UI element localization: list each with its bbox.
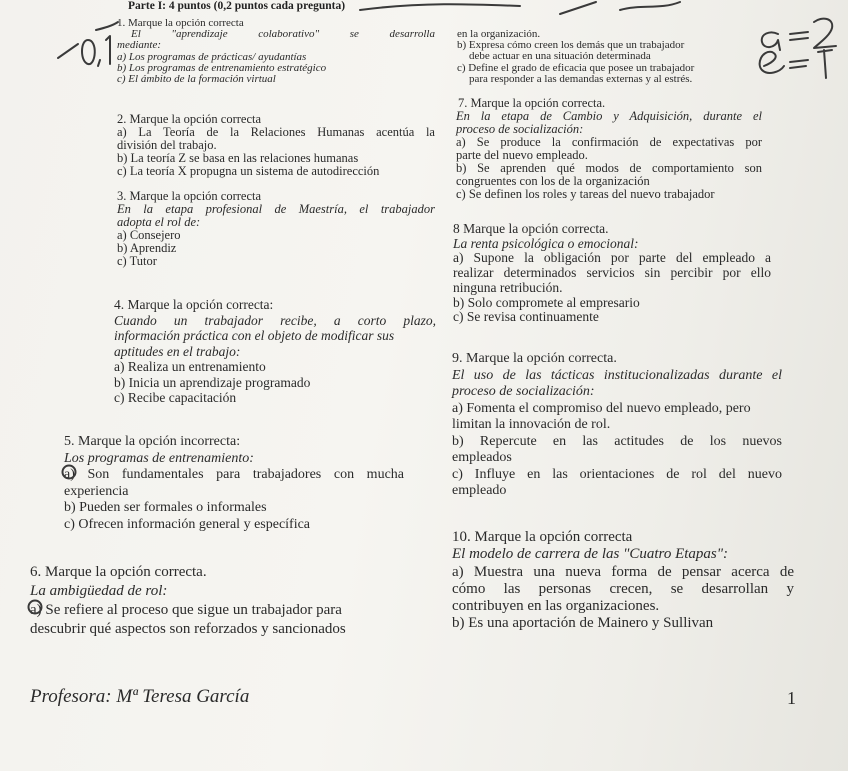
question-6-stem: La ambigüedad de rol: [30,583,168,599]
question-10-option-a: a) Muestra una nueva forma de pensar acerca de [452,563,794,580]
question-1-cont-option-b: b) Expresa cómo creen los demás que un trabajador [457,39,685,52]
question-7-option-b: b) Se aprenden qué modos de comportamiento son [456,161,762,175]
question-1-continued [457,29,747,85]
question-8-option-a: a) Supone la obligación por parte del empleado a [453,250,771,266]
question-9-option-a-2: limitan la innovación de rol. [452,417,611,432]
question-5-option-b: b) Pueden ser formales o informales [64,500,267,515]
question-10-title: 10. Marque la opción correcta [452,529,633,545]
question-10-option-a-2: cómo las personas crecen, se desarrollan y [452,580,794,597]
question-1 [117,18,435,85]
question-1-stem-2: mediante: [117,39,161,52]
question-7-option-c: c) Se definen los roles y tareas del nuevo trabajador [456,187,715,201]
question-9-stem: El uso de las tácticas institucionalizadas durante el [452,367,782,383]
question-7-option-b-2: congruentes con los de la organización [456,174,650,188]
handwritten-e-equals-1 [760,50,832,78]
question-1-cont-option-b-2: debe actuar en una situación determinada [469,50,651,63]
question-1-option-c: c) El ámbito de la formación virtual [117,73,276,86]
question-9-option-c: c) Influye en las orientaciones de rol del nuevo [452,466,782,482]
question-4-title: 4. Marque la opción correcta: [114,297,274,312]
question-1-cont-option-c: c) Define el grado de eficacia que posee un trabajador [457,61,695,74]
question-9-option-b: b) Repercute en las actitudes de los nuevos [452,433,782,449]
question-2-option-a-2: división del trabajo. [117,138,217,152]
question-9-title: 9. Marque la opción correcta. [452,351,617,366]
question-10-stem: El modelo de carrera de las "Cuatro Etapas": [452,546,729,563]
question-8-option-a-3: ninguna retribución. [453,279,563,295]
question-8-stem: La renta psicológica o emocional: [453,235,639,251]
question-4-stem-2: información práctica con el objeto de modificar sus [114,328,395,343]
question-7-option-a-2: parte del nuevo empleado. [456,148,588,162]
question-4-stem-3: aptitudes en el trabajo: [114,343,241,359]
question-5-option-a: a) Son fundamentales para trabajadores con mucha [64,467,404,482]
question-2-option-c: c) La teoría X propugna un sistema de autodirección [117,164,380,178]
question-1-cont-line: en la organización. [457,28,541,40]
question-6-option-a-2: descubrir qué aspectos son reforzados y sancionados [30,621,346,637]
question-1-option-a: a) Los programas de prácticas/ ayudantías [117,50,307,63]
question-7-stem-2: proceso de socialización: [456,122,584,136]
question-2 [117,113,435,178]
question-4-option-b: b) Inicia un aprendizaje programado [114,374,311,390]
question-7 [456,97,762,201]
question-10-option-a-3: contribuyen en las organizaciones. [452,598,660,615]
section-header: Parte I: 4 puntos (0,2 puntos cada pregunta) [128,0,346,12]
question-5 [64,434,404,533]
question-4-stem: Cuando un trabajador recibe, a corto plazo, [114,312,436,328]
question-8-option-a-2: realizar determinados servicios sin percibir por ello [453,265,771,281]
question-5-option-c: c) Ofrecen información general y específica [64,516,311,532]
question-9 [452,351,782,500]
question-5-title: 5. Marque la opción incorrecta: [64,434,241,449]
question-1-option-b: b) Los programas de entrenamiento estratégico [117,61,327,74]
handwritten-score-mark [58,22,118,66]
professor-name: Profesora: Mª Teresa García [30,686,250,707]
question-10 [452,529,794,633]
question-5-stem: Los programas de entrenamiento: [64,450,254,466]
question-9-option-b-2: empleados [452,450,512,465]
question-7-option-a: a) Se produce la confirmación de expectativas por [456,135,762,149]
question-10-option-b: b) Es una aportación de Mainero y Sullivan [452,615,714,632]
question-2-option-a: a) La Teoría de la Relaciones Humanas acentúa la [117,125,435,139]
question-8-option-c: c) Se revisa continuamente [453,309,599,325]
question-1-stem: El "aprendizaje colaborativo" se desarrolla [131,28,435,41]
question-3-title: 3. Marque la opción correcta [117,189,262,203]
question-8-title: 8 Marque la opción correcta. [453,221,609,236]
question-7-stem: En la etapa de Cambio y Adquisición, durante el [456,109,762,123]
question-5-option-a-2: experiencia [64,483,129,499]
question-1-title: 1. Marque la opción correcta [117,17,244,29]
question-2-title: 2. Marque la opción correcta [117,112,262,126]
question-7-title: 7. Marque la opción correcta. [458,96,606,110]
question-3-stem: En la etapa profesional de Maestría, el trabajador [117,202,435,216]
question-6-option-a: a) Se refiere al proceso que sigue un trabajador para [30,602,342,618]
question-4-option-c: c) Recibe capacitación [114,390,237,405]
question-3 [117,190,435,268]
question-4-option-a: a) Realiza un entrenamiento [114,359,266,374]
question-1-cont-option-c-2: para responder a las demandas externas y al estrés. [469,72,693,85]
page-number: 1 [787,688,796,708]
question-4 [114,297,436,406]
question-9-option-c-2: empleado [452,483,507,498]
question-9-stem-2: proceso de socialización: [452,384,595,399]
question-6-title: 6. Marque la opción correcta. [30,564,207,580]
question-8 [453,222,771,325]
question-3-option-a: a) Consejero [117,228,181,242]
question-2-option-b: b) La teoría Z se basa en las relaciones humanas [117,151,359,165]
handwritten-a-equals-2 [762,19,836,50]
question-6 [30,563,410,639]
question-8-option-b: b) Solo compromete al empresario [453,294,640,310]
question-9-option-a: a) Fomenta el compromiso del nuevo empleado, pero [452,400,751,416]
question-3-stem-2: adopta el rol de: [117,215,201,229]
question-3-option-b: b) Aprendiz [117,241,177,255]
question-3-option-c: c) Tutor [117,254,157,268]
